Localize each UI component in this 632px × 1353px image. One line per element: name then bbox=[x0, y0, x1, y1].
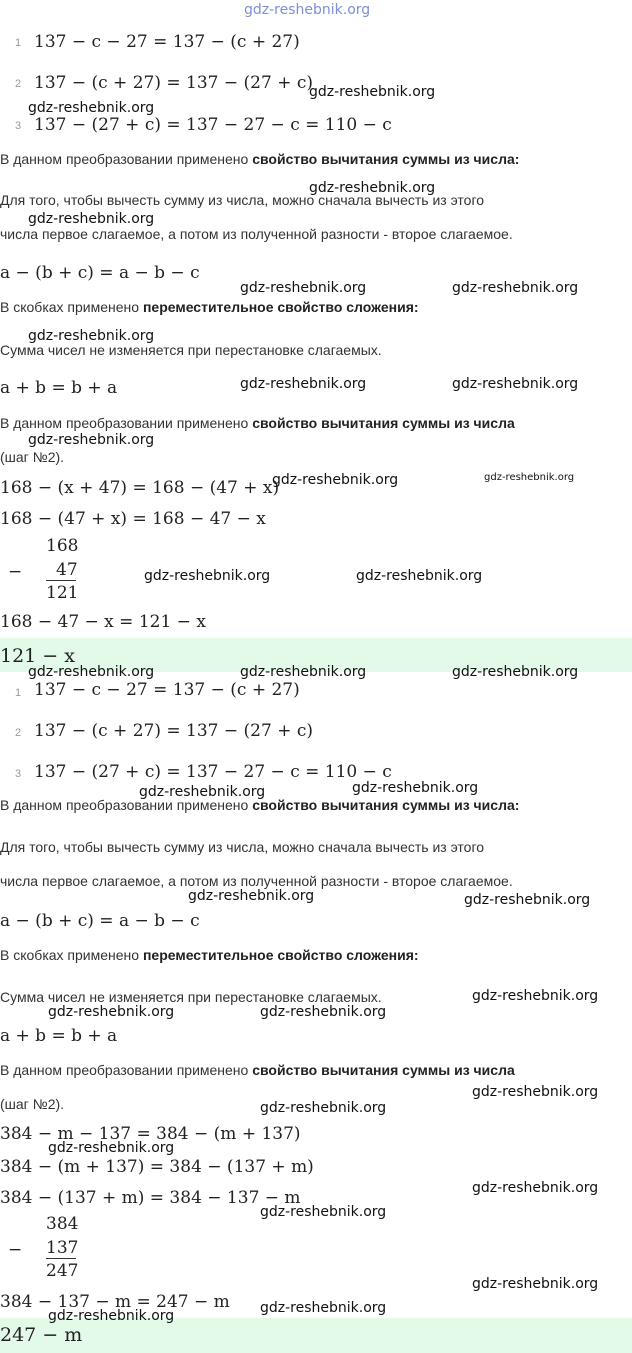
step-number: 1 bbox=[15, 37, 22, 49]
watermark: gdz-reshebnik.org bbox=[452, 376, 579, 392]
watermark: gdz-reshebnik.org bbox=[28, 328, 155, 344]
paragraph: Сумма чисел не изменяется при перестановке слагаемых. bbox=[0, 989, 382, 1005]
watermark: gdz-reshebnik.org bbox=[188, 888, 315, 904]
watermark: gdz-reshebnik.org bbox=[240, 376, 367, 392]
watermark: gdz-reshebnik.org bbox=[28, 432, 155, 448]
calculation: 168 − (47 + x) = 168 − 47 − x bbox=[0, 509, 266, 529]
step-expression: 137 − (c + 27) = 137 − (27 + c) bbox=[34, 73, 313, 93]
watermark: gdz-reshebnik.org bbox=[260, 1204, 387, 1220]
answer: 121 − x bbox=[0, 645, 75, 667]
watermark: gdz-reshebnik.org bbox=[28, 100, 155, 116]
formula: a + b = b + a bbox=[0, 378, 118, 398]
watermark: gdz-reshebnik.org bbox=[144, 568, 271, 584]
watermark: gdz-reshebnik.org bbox=[260, 1300, 387, 1316]
formula: a − (b + c) = a − b − c bbox=[0, 911, 200, 931]
paragraph: В данном преобразовании применено свойство вычитания суммы из числа bbox=[0, 415, 515, 431]
calculation: 384 − (m + 137) = 384 − (137 + m) bbox=[0, 1157, 314, 1177]
watermark: gdz-reshebnik.org bbox=[352, 780, 479, 796]
step-expression: 137 − (27 + c) = 137 − 27 − c = 110 − c bbox=[34, 115, 392, 135]
step-number: 1 bbox=[15, 687, 22, 699]
watermark: gdz-reshebnik.org bbox=[260, 1100, 387, 1116]
watermark: gdz-reshebnik.org bbox=[464, 892, 591, 908]
calculation: 384 − 137 − m = 247 − m bbox=[0, 1292, 230, 1312]
watermark: gdz-reshebnik.org bbox=[272, 472, 399, 488]
watermark: gdz-reshebnik.org bbox=[472, 1180, 599, 1196]
watermark: gdz-reshebnik.org bbox=[472, 1276, 599, 1292]
watermark: gdz-reshebnik.org bbox=[48, 1004, 175, 1020]
paragraph: Сумма чисел не изменяется при перестановке слагаемых. bbox=[0, 342, 382, 358]
watermark: gdz-reshebnik.org bbox=[260, 1004, 387, 1020]
column-line bbox=[46, 1258, 76, 1259]
step-expression: 137 − (27 + c) = 137 − 27 − c = 110 − c bbox=[34, 762, 392, 782]
calculation: 168 − 47 − x = 121 − x bbox=[0, 612, 206, 632]
watermark: gdz-reshebnik.org bbox=[356, 568, 483, 584]
paragraph: В данном преобразовании применено свойство вычитания суммы из числа: bbox=[0, 151, 520, 167]
paragraph: В данном преобразовании применено свойство вычитания суммы из числа: bbox=[0, 797, 520, 813]
column-result: 121 bbox=[46, 583, 79, 603]
paragraph: (шаг №2). bbox=[0, 449, 65, 465]
watermark: gdz-reshebnik.org bbox=[484, 472, 575, 483]
step-number: 2 bbox=[15, 78, 22, 90]
calculation: 168 − (x + 47) = 168 − (47 + x) bbox=[0, 478, 280, 498]
step-expression: 137 − c − 27 = 137 − (c + 27) bbox=[34, 680, 300, 700]
column-subtrahend: 47 bbox=[56, 560, 78, 580]
column-result: 247 bbox=[46, 1261, 79, 1281]
paragraph-line: Для того, чтобы вычесть сумму из числа, можно сначала вычесть из этого bbox=[0, 192, 485, 208]
watermark: gdz-reshebnik.org bbox=[240, 280, 367, 296]
watermark: gdz-reshebnik.org bbox=[240, 664, 367, 680]
watermark: gdz-reshebnik.org bbox=[28, 211, 155, 227]
watermark: gdz-reshebnik.org bbox=[472, 1084, 599, 1100]
paragraph: В данном преобразовании применено свойство вычитания суммы из числа bbox=[0, 1062, 515, 1078]
watermark: gdz-reshebnik.org bbox=[28, 664, 155, 680]
paragraph-line: числа первое слагаемое, а потом из полученной разности - второе слагаемое. bbox=[0, 226, 513, 242]
watermark: gdz-reshebnik.org bbox=[472, 988, 599, 1004]
paragraph: (шаг №2). bbox=[0, 1096, 65, 1112]
column-top: 384 bbox=[46, 1214, 79, 1234]
watermark: gdz-reshebnik.org bbox=[244, 2, 371, 18]
watermark: gdz-reshebnik.org bbox=[452, 664, 579, 680]
step-expression: 137 − (c + 27) = 137 − (27 + c) bbox=[34, 721, 313, 741]
formula: a − (b + c) = a − b − c bbox=[0, 263, 200, 283]
step-number: 2 bbox=[15, 727, 22, 739]
column-subtrahend: 137 bbox=[46, 1238, 79, 1258]
watermark: gdz-reshebnik.org bbox=[309, 84, 436, 100]
formula: a + b = b + a bbox=[0, 1026, 118, 1046]
step-expression: 137 − c − 27 = 137 − (c + 27) bbox=[34, 32, 300, 52]
paragraph-line: Для того, чтобы вычесть сумму из числа, можно сначала вычесть из этого bbox=[0, 839, 485, 855]
watermark: gdz-reshebnik.org bbox=[48, 1140, 175, 1156]
paragraph: В скобках применено переместительное свойство сложения: bbox=[0, 947, 419, 963]
calculation: 384 − (137 + m) = 384 − 137 − m bbox=[0, 1188, 301, 1208]
watermark: gdz-reshebnik.org bbox=[48, 1308, 175, 1324]
paragraph-line: числа первое слагаемое, а потом из полученной разности - второе слагаемое. bbox=[0, 873, 513, 889]
calculation: 384 − m − 137 = 384 − (m + 137) bbox=[0, 1124, 301, 1144]
watermark: gdz-reshebnik.org bbox=[452, 280, 579, 296]
answer: 247 − m bbox=[0, 1324, 83, 1346]
step-number: 3 bbox=[15, 768, 22, 780]
column-minus: − bbox=[8, 562, 23, 582]
column-minus: − bbox=[8, 1240, 23, 1260]
watermark: gdz-reshebnik.org bbox=[139, 784, 266, 800]
watermark: gdz-reshebnik.org bbox=[309, 180, 436, 196]
paragraph: В скобках применено переместительное свойство сложения: bbox=[0, 299, 419, 315]
column-top: 168 bbox=[46, 536, 79, 556]
step-number: 3 bbox=[15, 120, 22, 132]
column-line bbox=[46, 580, 76, 581]
